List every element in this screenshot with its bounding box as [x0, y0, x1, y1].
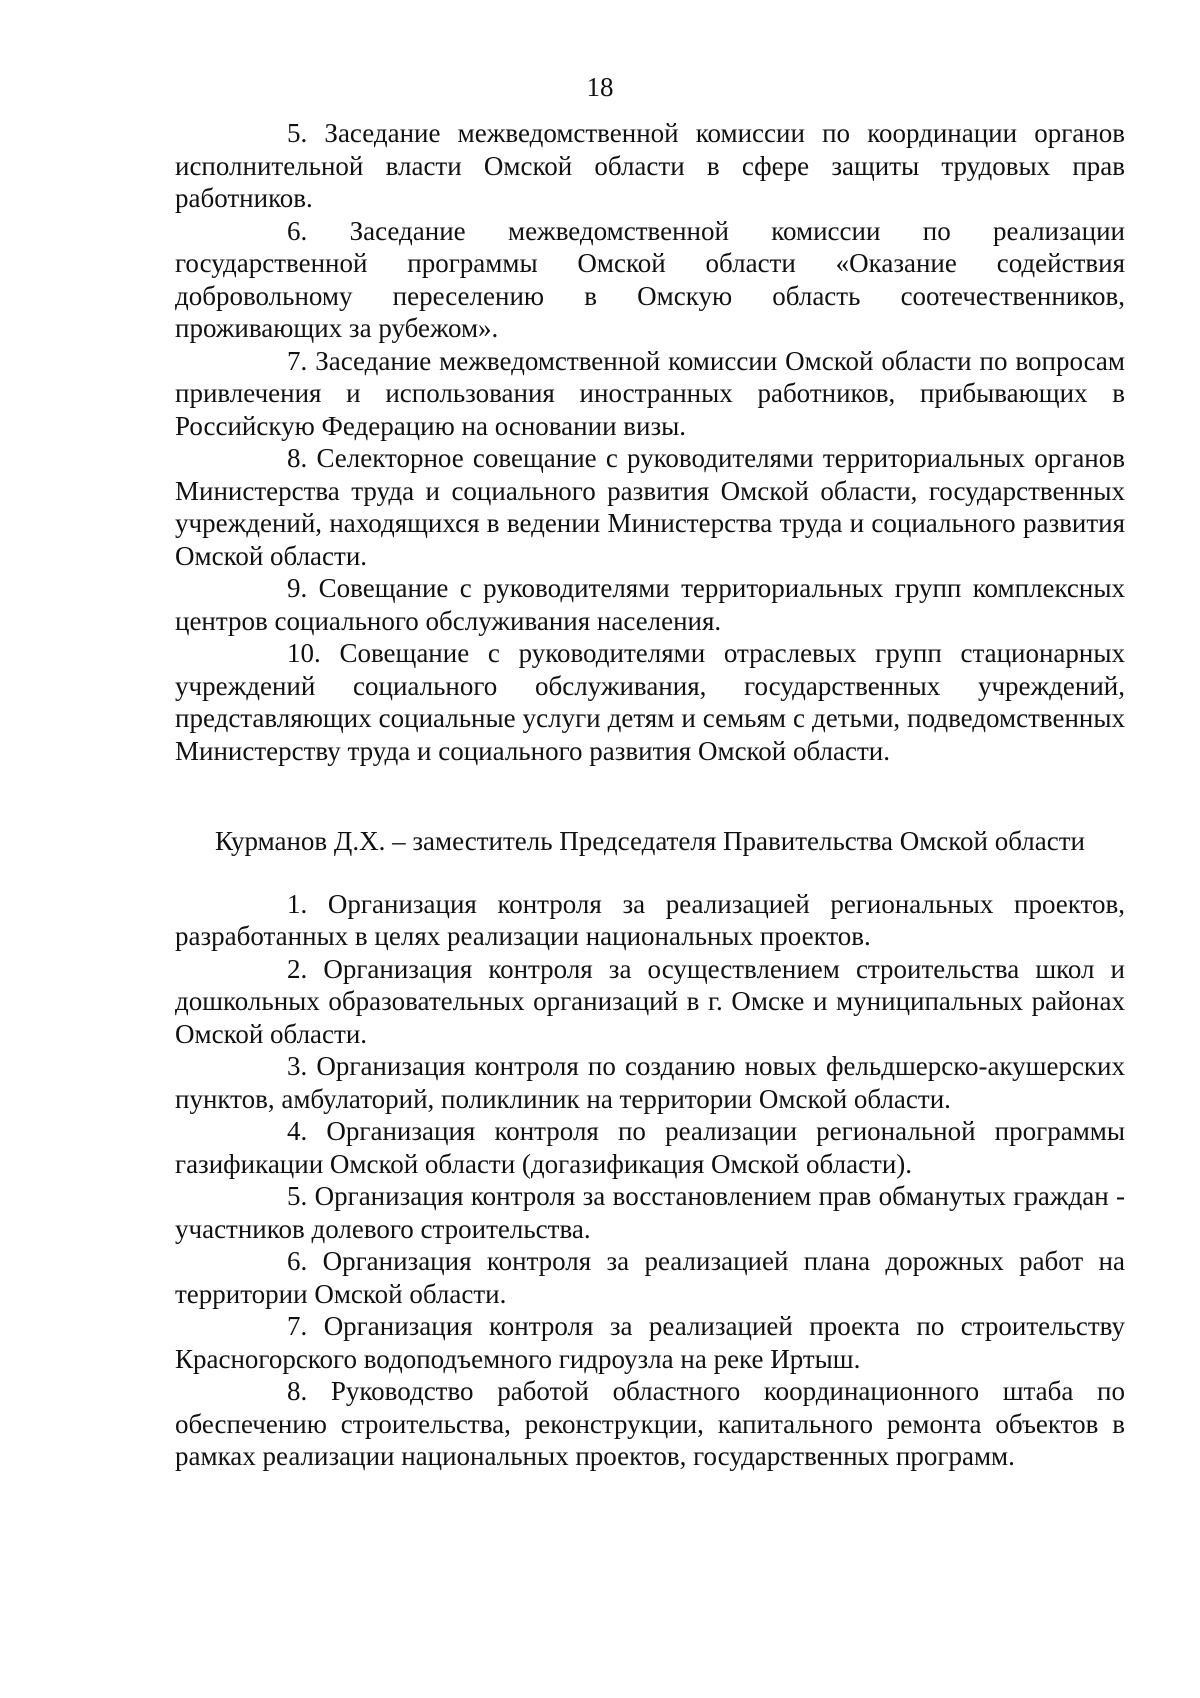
item-number: 8.	[287, 1376, 308, 1406]
item-number: 2.	[287, 953, 308, 984]
list-item	[175, 117, 1125, 215]
list-item	[175, 215, 1125, 345]
item-number: 3.	[287, 1051, 308, 1081]
item-text: Организация контроля за реализацией плана дорожных работ на территории Омской области.	[175, 1246, 1125, 1309]
item-number: 6.	[287, 1246, 308, 1276]
item-text: Организация контроля за реализацией проекта по строительству Красногорского водоподъемного гидроузла на реке Иртыш.	[175, 1311, 1125, 1374]
item-number: 1.	[287, 888, 308, 919]
list-item	[175, 572, 1125, 637]
list-item	[175, 1310, 1125, 1375]
list-item	[175, 345, 1125, 443]
section-heading: Курманов Д.Х. – заместитель Председателя Правительства Омской области	[215, 826, 1085, 856]
section-1-list	[175, 117, 1125, 767]
page-number: 18	[586, 72, 614, 102]
item-number: 6.	[287, 215, 308, 246]
item-number: 5.	[287, 1181, 308, 1211]
item-text: Организация контроля за восстановлением прав обманутых граждан - участников долевого строительства.	[175, 1181, 1126, 1244]
item-number: 10.	[287, 638, 321, 668]
spacer	[175, 767, 1125, 825]
item-number: 7.	[287, 1311, 308, 1341]
list-item	[175, 1180, 1125, 1245]
item-number: 5.	[287, 118, 308, 148]
item-text: Организация контроля по реализации региональной программы газификации Омской области (догазификация Омской области).	[175, 1116, 1126, 1179]
list-item	[175, 1050, 1125, 1115]
list-item	[175, 637, 1125, 767]
item-text: Совещание с руководителями отраслевых групп стационарных учреждений социального обслуживания, государственных учреждений, представляющих социальные услуги детям и семьям с детьми, подведомственных Министерству труда и социального развития Омской области.	[175, 638, 1125, 766]
item-number: 8.	[287, 443, 308, 473]
item-text: Заседание межведомственной комиссии Омской области по вопросам привлечения и использования иностранных работников, прибывающих в Российскую Федерацию на основании визы.	[175, 345, 1125, 441]
list-item	[175, 953, 1125, 1051]
item-text: Селекторное совещание с руководителями территориальных органов Министерства труда и социального развития Омской области, государственных учреждений, находящихся в ведении Министерства труда и социального развития Омской области.	[175, 443, 1126, 571]
item-text: Организация контроля за осуществлением строительства школ и дошкольных образовательных организаций в г. Омске и муниципальных районах Омской области.	[175, 953, 1126, 1049]
list-item	[175, 888, 1125, 953]
item-text: Совещание с руководителями территориальных групп комплексных центров социального обслуживания населения.	[175, 573, 1126, 636]
document-body	[175, 117, 1125, 1473]
section-2-list	[175, 888, 1125, 1473]
item-text: Заседание межведомственной комиссии по координации органов исполнительной власти Омской области в сфере защиты трудовых прав работников.	[175, 118, 1125, 213]
item-text: Руководство работой областного координационного штаба по обеспечению строительства, реконструкции, капитального ремонта объектов в рамках реализации национальных проектов, государственных программ.	[175, 1376, 1125, 1471]
item-text: Организация контроля за реализацией региональных проектов, разработанных в целях реализации национальных проектов.	[175, 888, 1125, 951]
list-item	[175, 1245, 1125, 1310]
item-text: Организация контроля по созданию новых фельдшерско-акушерских пунктов, амбулаторий, поликлиник на территории Омской области.	[175, 1051, 1126, 1114]
item-number: 9.	[287, 573, 308, 603]
item-number: 4.	[287, 1116, 308, 1146]
list-item	[175, 1115, 1125, 1180]
spacer	[175, 858, 1125, 888]
item-text: Заседание межведомственной комиссии по реализации государственной программы Омской области «Оказание содействия добровольному переселению в Омскую область соотечественников, проживающих за рубежом».	[175, 215, 1125, 343]
item-number: 7.	[287, 345, 308, 376]
list-item	[175, 1375, 1125, 1473]
list-item	[175, 442, 1125, 572]
